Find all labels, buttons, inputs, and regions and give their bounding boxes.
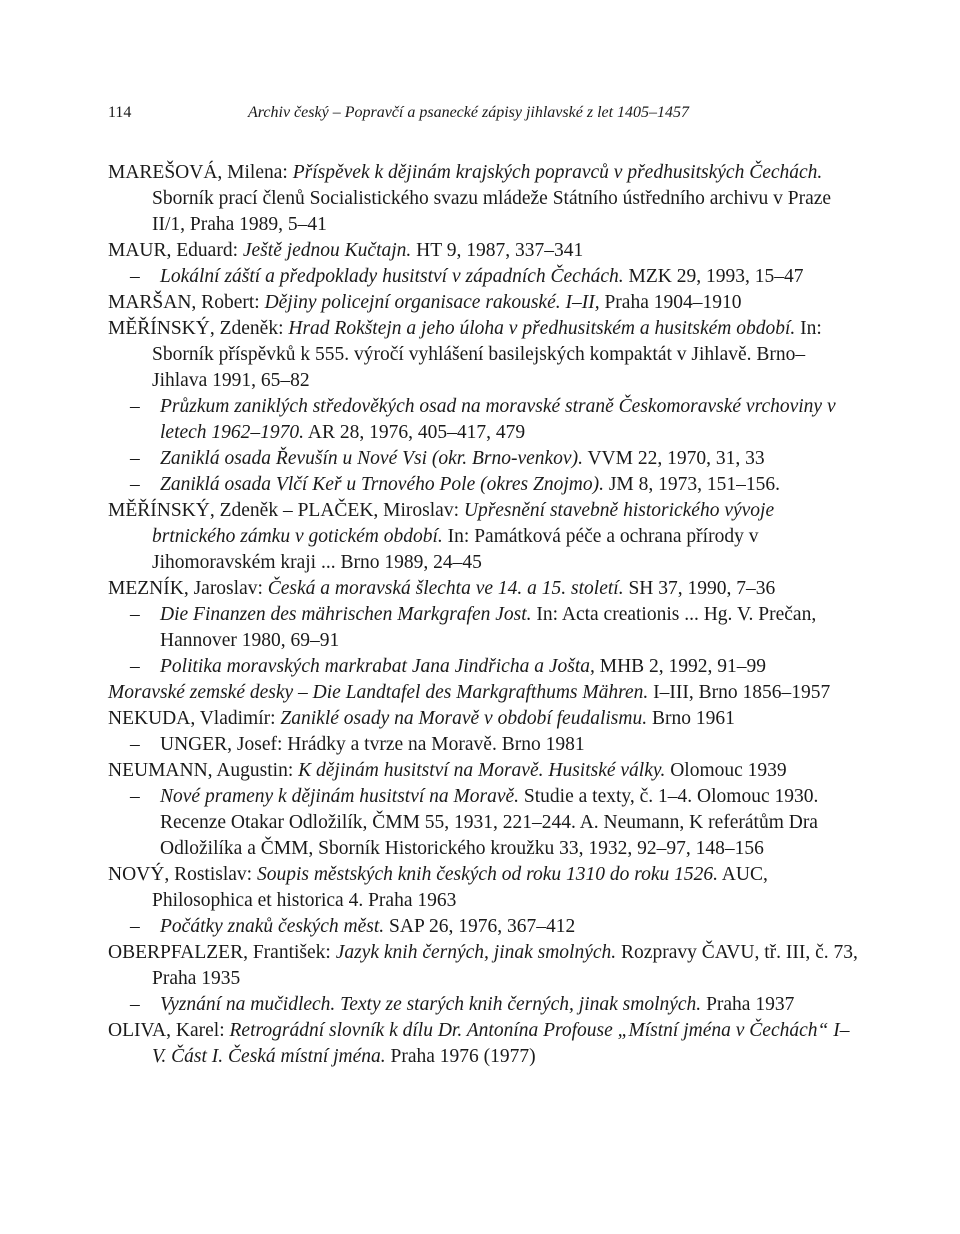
entry-dash: –: [130, 604, 140, 625]
bibliography-entry: [108, 680, 860, 706]
entry-title: Dějiny policejní organisace rakouské. I–II,: [264, 292, 600, 313]
bibliography-entry: [108, 238, 860, 264]
entry-details: SAP 26, 1976, 367–412: [384, 916, 576, 937]
entry-dash: –: [130, 474, 140, 495]
entry-author: NEUMANN, Augustin:: [108, 760, 299, 781]
bibliography-subentry: [108, 784, 860, 862]
entry-author: MAREŠOVÁ, Milena:: [108, 162, 293, 183]
entry-dash: –: [130, 656, 140, 677]
bibliography-entry: [108, 290, 860, 316]
entry-dash: –: [130, 448, 140, 469]
page-header: [108, 104, 852, 128]
entry-title: Politika moravských markrabat Jana Jindřicha a Jošta,: [160, 656, 595, 677]
entry-title: Retrográdní slovník k dílu Dr. Antonína Profouse „Místní jména v Čechách“ I–V. Část I. Česká místní jména.: [152, 1020, 850, 1067]
entry-details: MZK 29, 1993, 15–47: [623, 266, 804, 287]
entry-details: Praha 1937: [701, 994, 795, 1015]
entry-author: MARŠAN, Robert:: [108, 292, 265, 313]
entry-details: In: Sborník příspěvků k 555. výročí vyhlášení basilejských kompaktát v Jihlavě. Brno–Jihlava 1991, 65–82: [152, 318, 822, 391]
entry-details: In: Památková péče a ochrana přírody v Jihomoravském kraji ... Brno 1989, 24–45: [152, 526, 759, 573]
entry-author: MĚŘÍNSKÝ, Zdeněk:: [108, 318, 289, 339]
entry-author: MEZNÍK, Jaroslav:: [108, 578, 268, 599]
entry-title: Průzkum zaniklých středověkých osad na moravské straně Českomoravské vrchoviny v letech 1962–1970.: [160, 396, 836, 443]
entry-title: Příspěvek k dějinám krajských popravců v předhusitských Čechách.: [292, 162, 823, 183]
entry-title: Lokální záští a předpoklady husitství v západních Čechách.: [160, 266, 624, 287]
entry-dash: –: [130, 994, 140, 1015]
entry-details: SH 37, 1990, 7–36: [623, 578, 776, 599]
entry-details: Olomouc 1939: [665, 760, 787, 781]
entry-title: Vyznání na mučidlech. Texty ze starých knih černých, jinak smolných.: [160, 994, 702, 1015]
bibliography-entry: [108, 706, 860, 732]
entry-title: Soupis městských knih českých od roku 1310 do roku 1526.: [256, 864, 718, 885]
entry-author: NEKUDA, Vladimír:: [108, 708, 281, 729]
bibliography-subentry: [108, 732, 860, 758]
entry-dash: –: [130, 734, 140, 755]
entry-title: Moravské zemské desky – Die Landtafel des Markgrafthums Mähren.: [108, 682, 649, 703]
entry-title: K dějinám husitství na Moravě. Husitské války.: [298, 760, 666, 781]
bibliography-entry: [108, 576, 860, 602]
bibliography-list: [108, 160, 860, 1070]
entry-title: Česká a moravská šlechta ve 14. a 15. století.: [267, 578, 624, 599]
entry-title: Nové prameny k dějinám husitství na Moravě.: [160, 786, 520, 807]
entry-author: MAUR, Eduard:: [108, 240, 243, 261]
bibliography-subentry: [108, 602, 860, 654]
entry-dash: –: [130, 266, 140, 287]
entry-details: Brno 1961: [647, 708, 735, 729]
entry-details: In: Acta creationis ... Hg. V. Prečan, Hannover 1980, 69–91: [160, 604, 817, 651]
bibliography-entry: [108, 160, 860, 238]
bibliography-subentry: [108, 264, 860, 290]
bibliography-subentry: [108, 472, 860, 498]
bibliography-entry: [108, 498, 860, 576]
bibliography-entry: [108, 862, 860, 914]
entry-details: MHB 2, 1992, 91–99: [594, 656, 767, 677]
entry-details: AR 28, 1976, 405–417, 479: [304, 422, 526, 443]
entry-details: HT 9, 1987, 337–341: [411, 240, 584, 261]
entry-dash: –: [130, 786, 140, 807]
entry-details: Rozpravy ČAVU, tř. III, č. 73, Praha 1935: [152, 942, 858, 989]
entry-title: Die Finanzen des mährischen Markgrafen Jost.: [160, 604, 532, 625]
entry-details: VVM 22, 1970, 31, 33: [582, 448, 765, 469]
entry-details: Praha 1904–1910: [599, 292, 742, 313]
bibliography-subentry: [108, 992, 860, 1018]
entry-title: Ještě jednou Kučtajn.: [242, 240, 412, 261]
entry-details: Sborník prací členů Socialistického svazu mládeže Státního ústředního archivu v Praze II/1, Praha 1989, 5–41: [152, 188, 832, 235]
entry-author: NOVÝ, Rostislav:: [108, 864, 257, 885]
entry-author: MĚŘÍNSKÝ, Zdeněk – PLAČEK, Miroslav:: [108, 500, 464, 521]
entry-author: OBERPFALZER, František:: [108, 942, 336, 963]
page-number: 114: [108, 104, 132, 121]
entry-author: OLIVA, Karel:: [108, 1020, 230, 1041]
bibliography-entry: [108, 758, 860, 784]
entry-details: Praha 1976 (1977): [385, 1046, 536, 1067]
running-title: Archiv český – Popravčí a psanecké zápisy jihlavské z let 1405–1457: [248, 104, 690, 121]
bibliography-subentry: [108, 446, 860, 472]
bibliography-subentry: [108, 654, 860, 680]
entry-details: UNGER, Josef: Hrádky a tvrze na Moravě. Brno 1981: [160, 734, 585, 755]
entry-details: JM 8, 1973, 151–156.: [603, 474, 781, 495]
entry-dash: –: [130, 916, 140, 937]
entry-title: Zaniklé osady na Moravě v období feudalismu.: [280, 708, 648, 729]
bibliography-subentry: [108, 914, 860, 940]
bibliography-entry: [108, 1018, 860, 1070]
entry-details: I–III, Brno 1856–1957: [648, 682, 831, 703]
entry-details: Studie a texty, č. 1–4. Olomouc 1930. Recenze Otakar Odložilík, ČMM 55, 1931, 221–244. A. Neumann, K referátům Dra Odložilíka a ČMM, Sborník Historického kroužku 33, 1932, 92–97, 148–156: [160, 786, 819, 859]
entry-title: Hrad Rokštejn a jeho úloha v předhusitském a husitském období.: [288, 318, 796, 339]
entry-title: Jazyk knih černých, jinak smolných.: [335, 942, 617, 963]
entry-details: AUC, Philosophica et historica 4. Praha 1963: [152, 864, 768, 911]
bibliography-subentry: [108, 394, 860, 446]
entry-dash: –: [130, 396, 140, 417]
entry-title: Zaniklá osada Vlčí Keř u Trnového Pole (okres Znojmo).: [160, 474, 604, 495]
entry-title: Upřesnění stavebně historického vývoje brtnického zámku v gotickém období.: [152, 500, 775, 547]
entry-title: Počátky znaků českých měst.: [160, 916, 385, 937]
bibliography-entry: [108, 940, 860, 992]
entry-title: Zaniklá osada Řevušín u Nové Vsi (okr. Brno-venkov).: [160, 448, 583, 469]
bibliography-entry: [108, 316, 860, 394]
